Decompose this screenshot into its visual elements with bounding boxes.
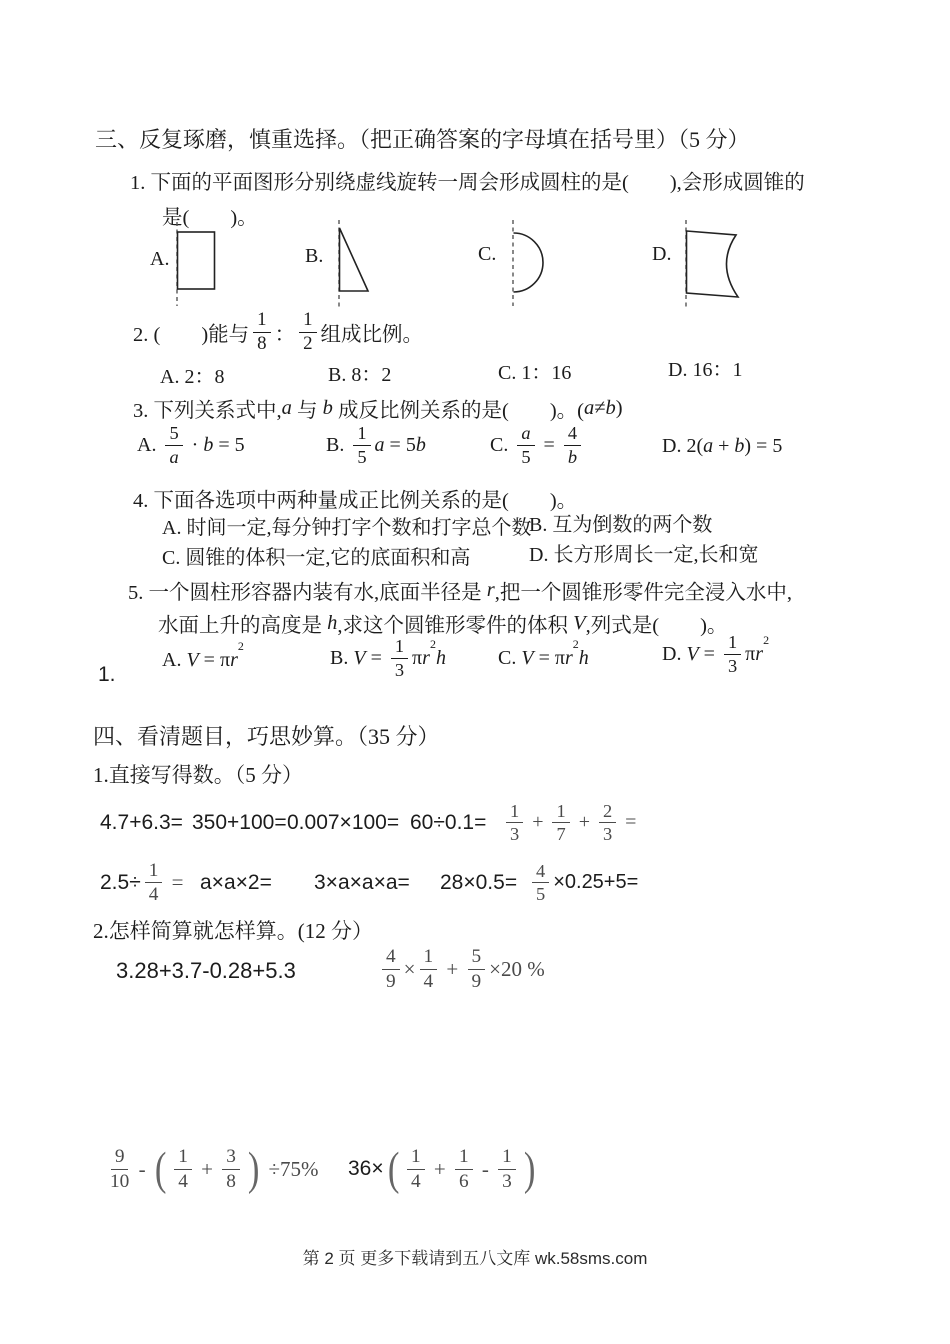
- q2-option-d: D. 16：1: [668, 359, 743, 381]
- shape-c-label: C.: [478, 243, 497, 265]
- q4-stem: 4. 下面各选项中两种量成正比例关系的是( )。: [133, 490, 578, 512]
- shape-d-label: D.: [652, 243, 672, 265]
- q4-option-a: A. 时间一定,每分钟打字个数和打字总个数: [162, 517, 532, 539]
- q5-line-1: 5. 一个圆柱形容器内装有水,底面半径是 r ,把一个圆锥形零件完全浸入水中,: [128, 578, 792, 604]
- section-3-heading: 三、反复琢磨，慎重选择。（把正确答案的字母填在括号里）（5 分）: [95, 127, 750, 152]
- shape-a-label: A.: [150, 248, 170, 270]
- q3-option-a: A. $\frac{5}{a}$ · b = 5: [137, 423, 245, 467]
- section-4-heading: 四、看清题目，巧思妙算。（35 分）: [93, 724, 440, 749]
- q4-option-c: C. 圆锥的体积一定,它的底面积和高: [162, 547, 471, 569]
- simplify-expr-3: $\frac{9}{10}$ - ( $\frac{1}{4}$ + $\frac{3}{8}$ ) ÷75%: [110, 1143, 319, 1195]
- q1-line-1: 1. 下面的平面图形分别绕虚线旋转一周会形成圆柱的是( ),会形成圆锥的: [130, 172, 805, 194]
- calc-item: 28×0.5=: [440, 870, 518, 894]
- shape-c-semicircle-figure: [504, 220, 552, 306]
- shape-d-concave-figure: [676, 220, 750, 310]
- stray-item-number: 1.: [98, 663, 116, 686]
- shape-b-label: B.: [305, 245, 324, 267]
- calc-item: $\frac{1}{3}$ + $\frac{1}{7}$ + $\frac{2}{3}$ =: [502, 795, 636, 850]
- section-4-item-1: 1.直接写得数。（5 分）: [93, 763, 303, 787]
- q2-option-b: B. 8：2: [328, 364, 392, 386]
- q3-option-c: C. $\frac{a}{5}$ = $\frac{4}{b}$: [490, 420, 585, 470]
- calc-item: 350+100=: [192, 810, 287, 834]
- calc-item: a×a×2=: [200, 870, 272, 894]
- q3-stem: 3. 下列关系式中, a 与 b 成反比例关系的是( )。( a ≠ b ): [133, 396, 623, 422]
- calc-item: $\frac{4}{5}$ ×0.25+5=: [528, 855, 638, 910]
- shape-b-triangle-figure: [330, 220, 380, 308]
- q4-option-b: B. 互为倒数的两个数: [529, 514, 713, 536]
- shape-a-rectangle-figure: [168, 222, 226, 306]
- q3-option-b: B. $\frac{1}{5}$ a = 5 b: [326, 423, 426, 467]
- calc-item: 3×a×a×a=: [314, 870, 410, 894]
- q3-option-d: D. 2( a + b ) = 5: [662, 435, 783, 457]
- q5-option-d: D. V = $\frac{1}{3}$ π r 2: [662, 632, 770, 676]
- calc-item: 4.7+6.3=: [100, 810, 183, 834]
- q4-option-d: D. 长方形周长一定,长和宽: [529, 544, 759, 566]
- q2-option-a: A. 2：8: [160, 366, 225, 388]
- page-footer: 第 2 页 更多下载请到五八文库 wk.58sms.com: [302, 1249, 648, 1268]
- calc-item: 0.007×100=: [287, 810, 400, 834]
- calc-item: 60÷0.1=: [410, 810, 487, 834]
- q5-option-a: A. V = π r 2: [162, 639, 244, 671]
- simplify-expr-4: 36× ( $\frac{1}{4}$ + $\frac{1}{6}$ - $\frac{1}{3}$ ): [348, 1143, 536, 1195]
- q1-line-2: 是( )。: [162, 207, 258, 229]
- simplify-expr-2: $\frac{4}{9}$ × $\frac{1}{4}$ + $\frac{5}{9}$ ×20 %: [378, 942, 545, 996]
- calc-item: 2.5÷ $\frac{1}{4}$ =: [100, 859, 184, 905]
- q5-option-c: C. V = π r 2 h: [498, 637, 589, 669]
- q5-option-b: B. V = $\frac{1}{3}$ π r 2 h: [330, 636, 446, 680]
- section-4-item-2: 2.怎样简算就怎样算。(12 分）: [93, 919, 373, 943]
- q2-option-c: C. 1：16: [498, 362, 572, 384]
- simplify-expr-1: 3.28+3.7-0.28+5.3: [116, 958, 296, 983]
- q5-line-2: 水面上升的高度是 h ,求这个圆锥形零件的体积 V ,列式是( )。: [158, 611, 728, 637]
- q2-stem: 2. ( )能与 $\frac{1}{8}$ ： $\frac{1}{2}$ 组成比例。: [133, 308, 424, 354]
